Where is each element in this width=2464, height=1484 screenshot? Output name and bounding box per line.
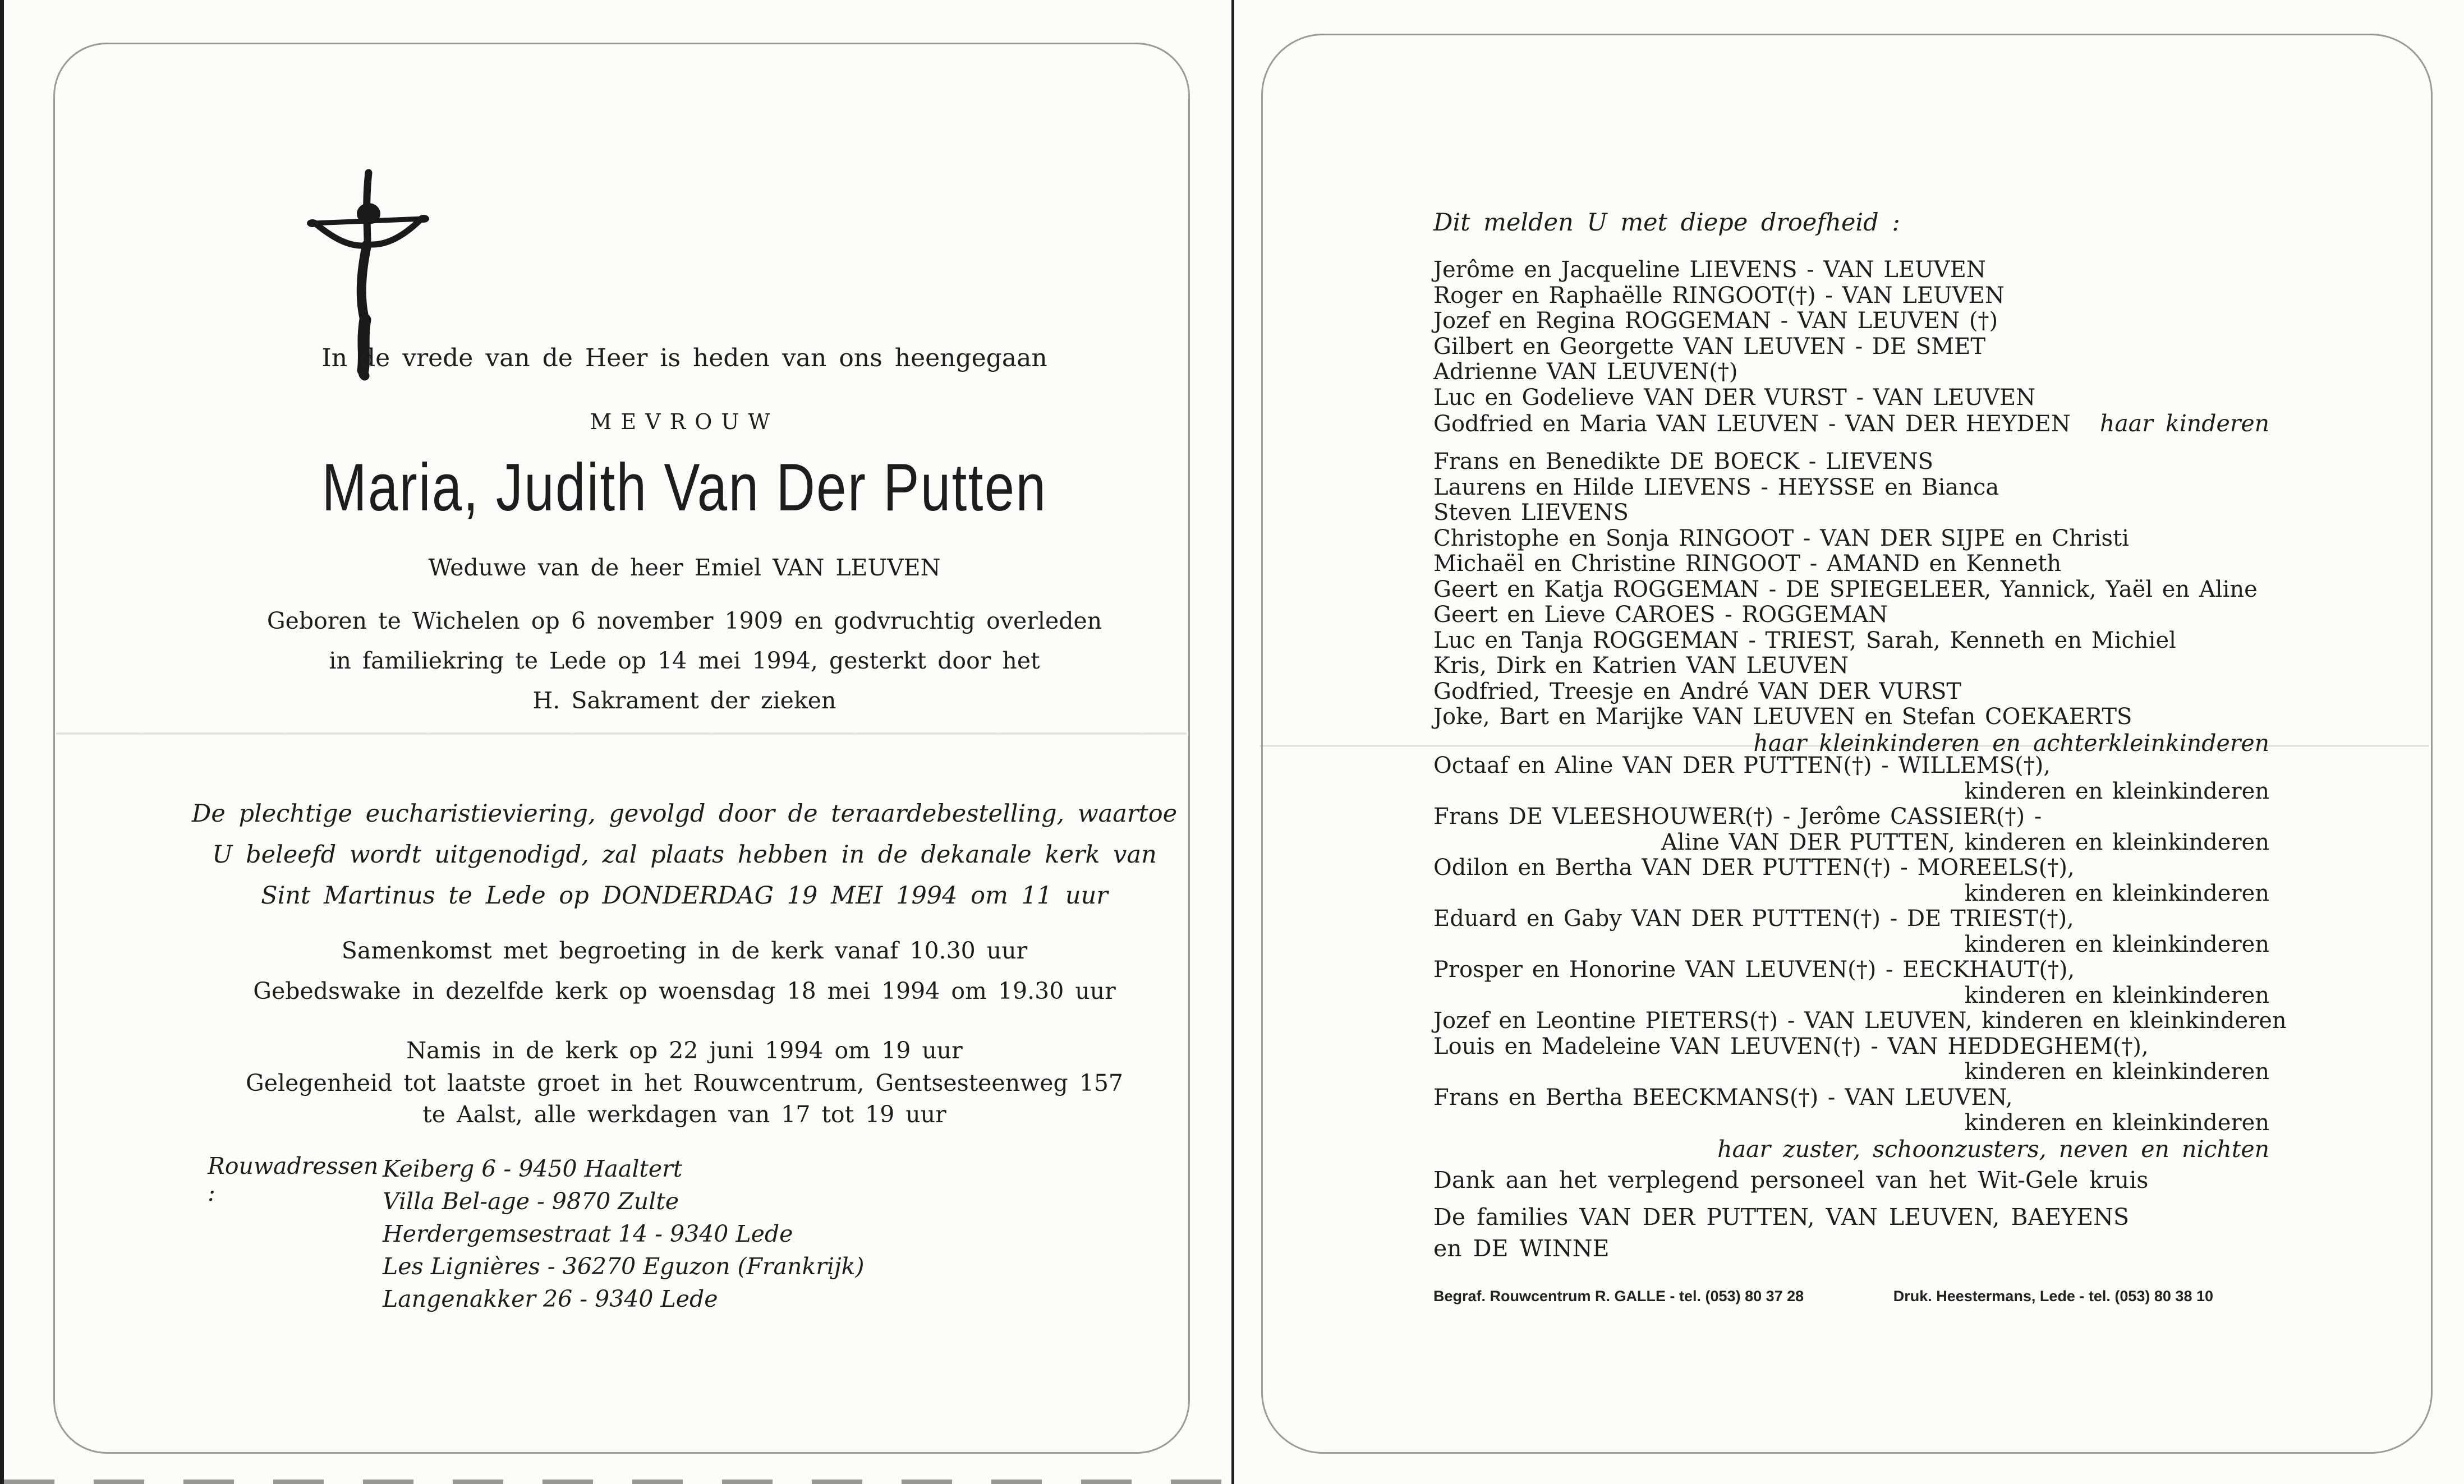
relative-line: Louis en Madeleine VAN LEUVEN(†) - VAN HEDDEGHEM(†),	[1433, 1033, 2149, 1059]
mourning-addresses-block	[208, 1153, 1161, 1315]
relative-line: Jerôme en Jacqueline LIEVENS - VAN LEUVEN	[1433, 257, 1986, 283]
printer-credit: Druk. Heestermans, Lede - tel. (053) 80 38 10	[1893, 1288, 2213, 1305]
service-announcement	[191, 794, 1178, 916]
life-line: in familiekring te Lede op 14 mei 1994, gesterkt door het	[329, 647, 1040, 674]
relative-line-continuation: Aline VAN DER PUTTEN, kinderen en kleinkinderen	[1661, 829, 2269, 855]
descendants-caption: kinderen en kleinkinderen	[1964, 880, 2269, 906]
families-block	[1433, 1201, 2269, 1264]
mourning-addresses-label: Rouwadressen :	[208, 1153, 379, 1206]
relative-line: Geert en Lieve CAROES - ROGGEMAN	[1433, 602, 1888, 628]
service-line: Sint Martinus te Lede op DONDERDAG 19 MEI 1994 om 11 uur	[261, 882, 1108, 910]
relative-line: Luc en Tanja ROGGEMAN - TRIEST, Sarah, Kenneth en Michiel	[1433, 627, 2176, 653]
relative-line: Godfried en Maria VAN LEUVEN - VAN DER HEYDEN	[1433, 411, 2071, 437]
grandchildren-caption: haar kleinkinderen en achterkleinkinderen	[1753, 729, 2269, 757]
service-line: De plechtige eucharistieviering, gevolgd door de teraardebestelling, waartoe	[191, 800, 1178, 828]
announcement-line: Dit melden U met diepe droefheid :	[1433, 209, 1900, 237]
mass-line: Namis in de kerk op 22 juni 1994 om 19 uur	[406, 1037, 963, 1064]
descendants-caption: kinderen en kleinkinderen	[1964, 778, 2269, 804]
relative-line: Frans en Benedikte DE BOECK - LIEVENS	[1433, 449, 1934, 474]
relative-line: Laurens en Hilde LIEVENS - HEYSSE en Bianca	[1433, 474, 1999, 500]
opening-line: In de vrede van de Heer is heden van ons heengegaan	[321, 344, 1047, 372]
farewell-line: Gelegenheid tot laatste groet in het Rouwcentrum, Gentsesteenweg 157	[245, 1070, 1123, 1096]
relative-line: Gilbert en Georgette VAN LEUVEN - DE SMET	[1433, 333, 1986, 360]
descendants-caption: kinderen en kleinkinderen	[1964, 931, 2269, 957]
relative-line-with-caption	[1433, 410, 2269, 436]
relative-line: Eduard en Gaby VAN DER PUTTEN(†) - DE TRIEST(†),	[1433, 906, 2074, 932]
grandchildren-list	[1433, 449, 2269, 755]
descendants-caption: kinderen en kleinkinderen	[1964, 982, 2269, 1008]
mourning-address: Herdergemsestraat 14 - 9340 Lede	[383, 1220, 793, 1247]
life-line: H. Sakrament der zieken	[532, 687, 836, 714]
mourning-address: Villa Bel-age - 9870 Zulte	[383, 1188, 679, 1215]
gathering-line: Samenkomst met begroeting in de kerk vanaf 10.30 uur	[341, 937, 1028, 964]
scanner-edge-strip	[0, 0, 4, 1484]
relative-line: Godfried, Treesje en André VAN DER VURST	[1433, 678, 1962, 704]
children-list	[1433, 257, 2269, 436]
mourning-address: Les Lignières - 36270 Eguzon (Frankrijk)	[383, 1253, 865, 1280]
relative-line: Odilon en Bertha VAN DER PUTTEN(†) - MOREELS(†),	[1433, 855, 2075, 881]
relative-line: Prosper en Honorine VAN LEUVEN(†) - EECKHAUT(†),	[1433, 957, 2075, 983]
relative-line: Roger en Raphaëlle RINGOOT(†) - VAN LEUVEN	[1433, 282, 2005, 308]
families-line: De families VAN DER PUTTEN, VAN LEUVEN, BAEYENS	[1433, 1204, 2130, 1230]
undertaker-credit: Begraf. Rouwcentrum R. GALLE - tel. (053) 80 37 28	[1433, 1288, 1804, 1305]
in-memoriam-list	[1433, 753, 2287, 1163]
mourning-address: Keiberg 6 - 9450 Haaltert	[383, 1155, 683, 1182]
relative-line: Jozef en Regina ROGGEMAN - VAN LEUVEN (†)	[1433, 308, 1998, 334]
vigil-line: Gebedswake in dezelfde kerk op woensdag 18 mei 1994 om 19.30 uur	[253, 978, 1116, 1004]
mourning-address-list	[383, 1153, 865, 1315]
relative-line: Christophe en Sonja RINGOOT - VAN DER SIJPE en Christi	[1433, 525, 2129, 551]
relative-line: Kris, Dirk en Katrien VAN LEUVEN	[1433, 653, 1849, 679]
life-line: Geboren te Wichelen op 6 november 1909 en godvruchtig overleden	[266, 607, 1102, 634]
title-prefix: MEVROUW	[590, 409, 779, 434]
relative-line: Adrienne VAN LEUVEN(†)	[1433, 359, 1738, 385]
service-line: U beleefd wordt uitgenodigd, zal plaats hebben in de dekanale kerk van	[212, 841, 1157, 869]
children-caption: haar kinderen	[2099, 410, 2269, 437]
relative-line: Frans en Bertha BEECKMANS(†) - VAN LEUVEN,	[1433, 1084, 2013, 1110]
page-fold-seam	[1231, 0, 1234, 1484]
relative-line: Joke, Bart en Marijke VAN LEUVEN en Stefan COEKAERTS	[1433, 704, 2132, 730]
relative-line: Steven LIEVENS	[1433, 500, 1629, 526]
thanks-line: Dank aan het verplegend personeel van het Wit-Gele kruis	[1433, 1167, 2149, 1193]
farewell-line: te Aalst, alle werkdagen van 17 tot 19 uur	[422, 1101, 946, 1128]
deceased-name: Maria, Judith Van Der Putten	[321, 450, 1047, 525]
scanner-bottom-noise	[4, 1480, 1233, 1484]
relative-line: Geert en Katja ROGGEMAN - DE SPIEGELEER, Yannick, Yaël en Aline	[1433, 576, 2258, 602]
relative-line: Luc en Godelieve VAN DER VURST - VAN LEUVEN	[1433, 384, 2036, 411]
relatives-caption: haar zuster, schoonzusters, neven en nichten	[1717, 1135, 2269, 1163]
descendants-caption: kinderen en kleinkinderen	[1964, 1059, 2269, 1085]
print-footer	[1433, 1288, 2269, 1305]
families-line: en DE WINNE	[1433, 1235, 1610, 1262]
relative-line: Jozef en Leontine PIETERS(†) - VAN LEUVEN, kinderen en kleinkinderen	[1433, 1008, 2287, 1034]
mourning-address: Langenakker 26 - 9340 Lede	[383, 1285, 718, 1312]
relative-line: Michaël en Christine RINGOOT - AMAND en Kenneth	[1433, 551, 2062, 577]
relative-line: Octaaf en Aline VAN DER PUTTEN(†) - WILLEMS(†),	[1433, 753, 2051, 778]
relative-line: Frans DE VLEESHOUWER(†) - Jerôme CASSIER(†) -	[1433, 804, 2042, 829]
farewell-block	[191, 1067, 1178, 1130]
descendants-caption: kinderen en kleinkinderen	[1964, 1110, 2269, 1136]
widow-line: Weduwe van de heer Emiel VAN LEUVEN	[428, 554, 941, 581]
life-summary	[191, 601, 1178, 721]
